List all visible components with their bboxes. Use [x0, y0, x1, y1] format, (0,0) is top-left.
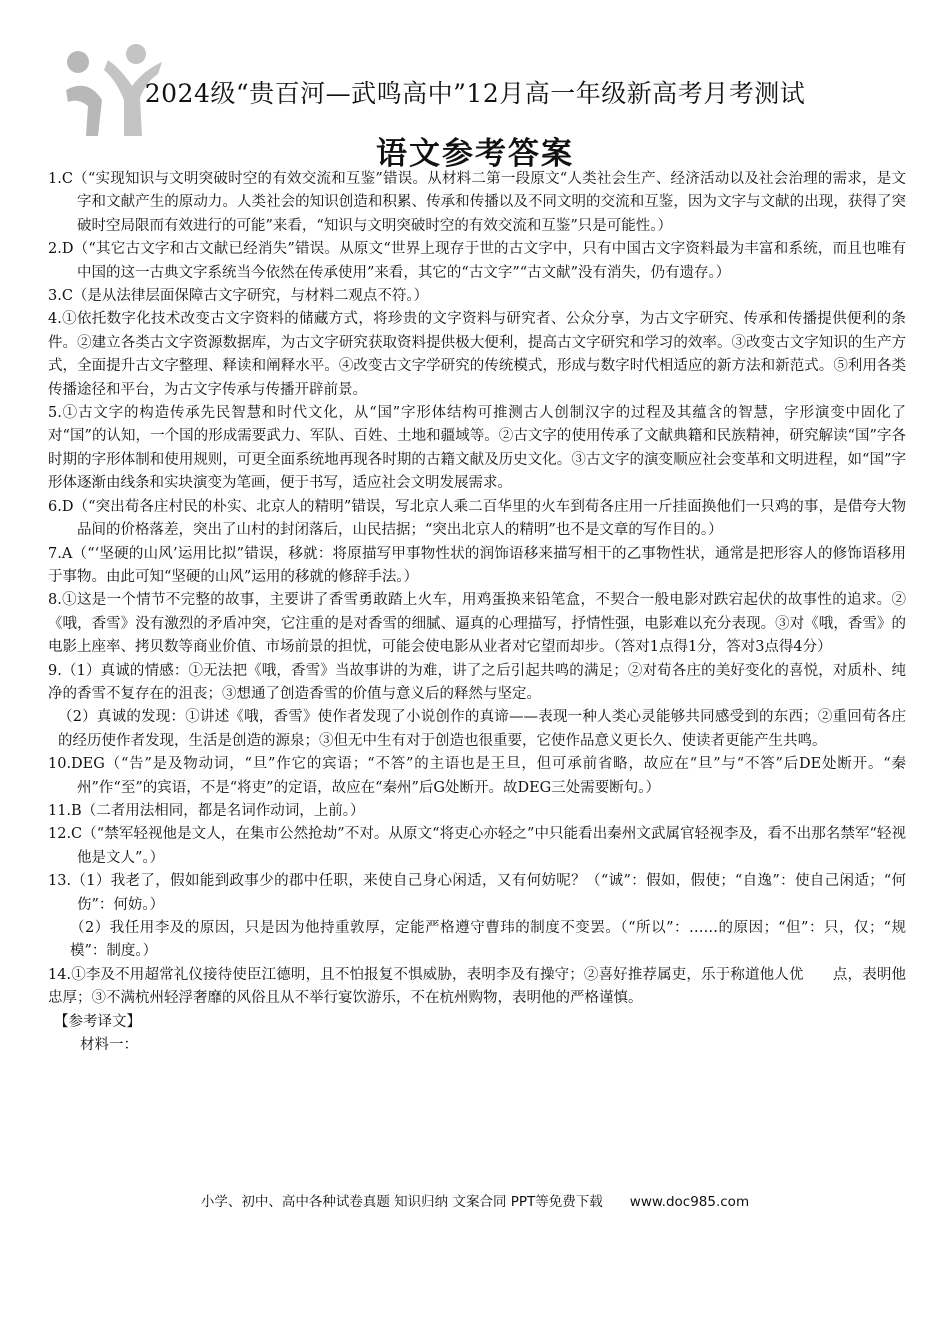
answer-7: 7.A（“‘坚硬的山风’运用比拟”错误，移就：将原描写甲事物性状的润饰语移来描写相干的乙事物性状，通常是把形容人的修饰语移用于事物。由此可知“坚硬的山风”运用的移就的修辞手法。）	[48, 545, 906, 585]
answer-14: 14.①李及不用超常礼仪接待使臣江德明，且不怕报复不惧威胁，表明李及有操守；②喜好推荐属吏，乐于称道他人优 点，表明他忠厚；③不满杭州轻浮奢靡的风俗且从不举行宴饮游乐，不在杭州购物，表明他的严格谨慎。	[48, 966, 906, 1007]
answer-9-part-1: 9.（1）真诚的情感：①无法把《哦，香雪》当故事讲的为难，讲了之后引起共鸣的满足；②对荀各庄的美好变化的喜悦，对质朴、纯净的香雪不复存在的沮丧；③想通了创造香雪的价值与意义后的释然与坚定。	[48, 662, 906, 702]
answer-10: 10.DEG（“告”是及物动词，“旦”作它的宾语；“不答”的主语也是王旦，但可承前省略，故应在“旦”与“不答”后DE处断开。“秦州”作“至”的宾语，不是“将吏”的定语，故应在“秦州”后G处断开。故DEG三处需要断句。）	[48, 756, 906, 796]
answer-9-part-2: （2）真诚的发现：①讲述《哦，香雪》使作者发现了小说创作的真谛——表现一种人类心灵能够共同感受到的东西；②重回荀各庄的经历使作者发现，生活是创造的源泉；③但无中生有对于创造也很重要，它使作品意义更长久、使读者更能产生共鸣。	[58, 709, 906, 749]
reference-heading: 【参考译文】	[54, 1013, 141, 1030]
answer-13-part-1: 13.（1）我老了，假如能到政事少的郡中任职，来使自己身心闲适，又有何妨呢？（“诚”：假如，假使；“自逸”：使自己闲适；“何伤”：何妨。）	[48, 873, 906, 913]
answer-6: 6.D（“突出荀各庄村民的朴实、北京人的精明”错误，写北京人乘二百华里的火车到荀各庄用一斤挂面换他们一只鸡的事，是借夸大物品间的价格落差，突出了山村的封闭落后，山民拮据；“突出北京人的精明”也不是文章的写作目的。）	[48, 498, 906, 539]
answer-body	[48, 168, 906, 1057]
doc-title: 语文参考答案	[376, 136, 574, 172]
answer-2: 2.D（“其它古文字和古文献已经消失”错误。从原文“世界上现存于世的古文字中，只有中国古文字资料最为丰富和系统，而且也唯有中国的这一古典文字系统当今依然在传承使用”来看，其它的“古文字”“古文献”没有消失，仍有遗存。）	[48, 241, 906, 281]
answer-13-part-2: （2）我任用李及的原因，只是因为他持重敦厚，定能严格遵守曹玮的制度不变罢。（“所以”：……的原因；“但”：只，仅；“规模”：制度。）	[70, 920, 906, 960]
answer-8: 8.①这是一个情节不完整的故事，主要讲了香雪勇敢踏上火车，用鸡蛋换来铅笔盒，不契合一般电影对跌宕起伏的故事性的追求。②《哦，香雪》没有激烈的矛盾冲突，它注重的是对香雪的细腻、逼真的心理描写，抒情性强，电影难以充分表现。③对《哦，香雪》的电影上座率、拷贝数等商业价值、市场前景的担忧，可能会使电影从业者对它望而却步。（答对1点得1分，答对3点得4分）	[48, 592, 906, 656]
answer-1: 1.C（“实现知识与文明突破时空的有效交流和互鉴”错误。从材料二第一段原文“人类社会生产、经济活动以及社会治理的需求，是文字和文献产生的原动力。人类社会的知识创造和积累、传承和传播以及不同文明的交流和互鉴，因为文字与文献的出现，获得了突破时空局限而有效进行的可能”来看，“知识与文明突破时空的有效交流和互鉴”只是可能性。）	[48, 171, 906, 234]
answer-3: 3.C（是从法律层面保障古文字研究，与材料二观点不符。）	[48, 288, 429, 305]
answer-4: 4.①依托数字化技术改变古文字资料的储藏方式，将珍贵的文字资料与研究者、公众分享，为古文字研究、传承和传播提供便利的条件。②建立各类古文字资源数据库，为古文字研究获取资料提供极大便利，提高古文字研究和学习的效率。③改变古文字知识的生产方式，全面提升古文字整理、释读和阐释水平。④改变古文字学研究的传统模式，形成与数字时代相适应的新方法和新范式。⑤利用各类传播途径和平台，为古文字传承与传播开辟前景。	[48, 311, 906, 398]
reference-material-label: 材料一：	[80, 1037, 138, 1054]
exam-title: 2024级“贵百河—武鸣高中”12月高一年级新高考月考测试	[144, 79, 806, 108]
answer-5: 5.①古文字的构造传承先民智慧和时代文化，从“国”字形体结构可推测古人创制汉字的过程及其蕴含的智慧，字形演变中固化了对“国”的认知，一个国的形成需要武力、军队、百姓、土地和疆域等。②古文字的使用传承了文献典籍和民族精神，研究解读“国”字各时期的字形体制和使用规则，可更全面系统地再现各时期的古籍文献及历史文化。③古文字的演变顺应社会变革和文明进程，如“国”字形体逐渐由线条和实块演变为笔画，便于书写，适应社会文明发展需求。	[48, 405, 906, 492]
answer-12: 12.C（“禁军轻视他是文人，在集市公然抢劫”不对。从原文“将吏心亦轻之”中只能看出秦州文武属官轻视李及，看不出那名禁军“轻视他是文人”。）	[48, 826, 906, 866]
answer-11: 11.B（二者用法相同，都是名词作动词，上前。）	[48, 802, 365, 819]
footer-note: 小学、初中、高中各种试卷真题 知识归纳 文案合同 PPT等免费下载 www.doc985.com	[200, 1194, 750, 1210]
